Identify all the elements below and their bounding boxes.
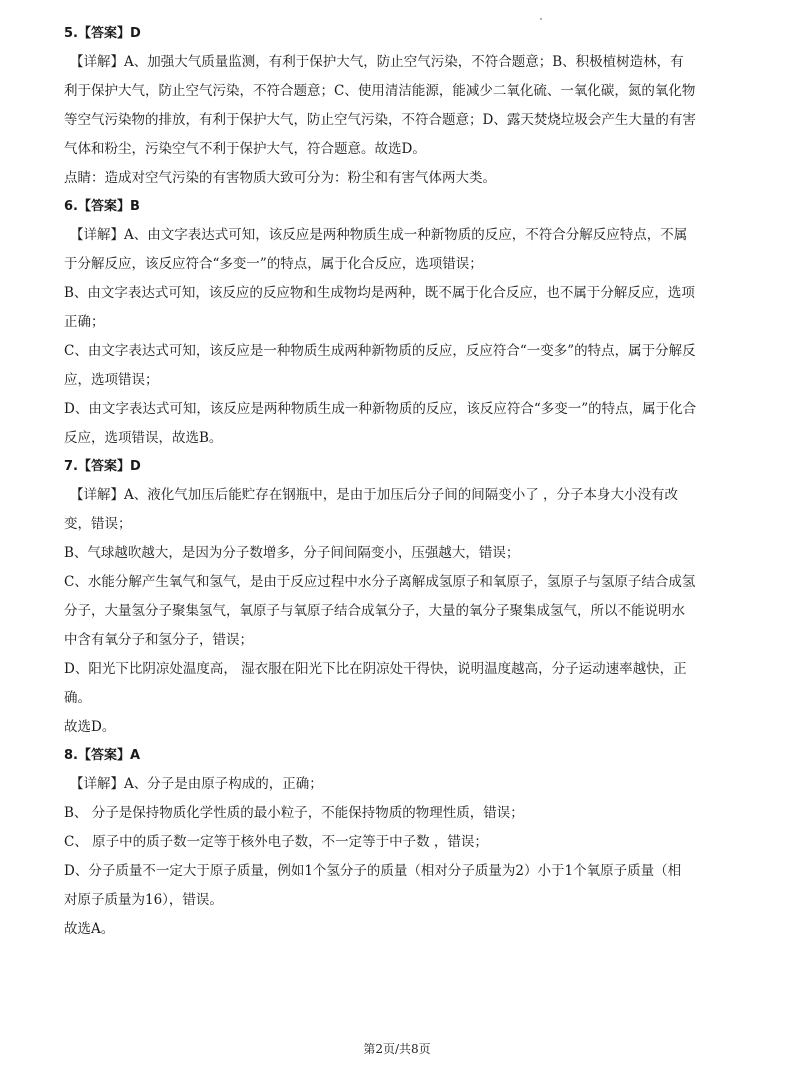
explanation-line: 【详解】A、液化气加压后能贮存在钢瓶中，是由于加压后分子间的间隔变小了 ，分子本身大小没有改 [70,487,679,503]
explanation-line: 确。 [64,690,91,706]
explanation-line: B、 分子是保持物质化学性质的最小粒子，不能保持物质的物理性质，错误； [64,805,524,821]
explanation-line: 故选A。 [64,921,115,937]
answer-section-6 [64,197,732,448]
explanation-line: 【详解】A、分子是由原子构成的，正确； [70,776,323,792]
explanation-line: 等空气污染物的排放，有利于保护大气，防止空气污染，不符合题意；D、露天焚烧垃圾会产生大量的有害 [64,112,696,128]
explanation-line: C、水能分解产生氧气和氢气，是由于反应过程中水分子离解成氢原子和氧原子，氢原子与氢原子结合成氢 [64,574,696,590]
explanation-line: B、气球越吹越大，是因为分子数增多，分子间间隔变小，压强越大，错误； [64,545,520,561]
answer-header: 7.【答案】D [64,459,141,474]
explanation-line: 点睛：造成对空气污染的有害物质大致可分为：粉尘和有害气体两大类。 [64,170,496,186]
explanation-line: 气体和粉尘，污染空气不利于保护大气，符合题意。故选D。 [64,141,426,157]
explanation-line: D、分子质量不一定大于原子质量，例如1个氢分子的质量（相对分子质量为2）小于1个氧原子质量（相 [64,863,682,879]
answer-header: 5.【答案】D [64,26,141,41]
answer-header: 6.【答案】B [64,199,140,214]
explanation-line: 利于保护大气，防止空气污染，不符合题意；C、使用清洁能源，能减少二氧化硫、一氧化碳，氮的氧化物 [64,83,696,99]
explanation-line: D、阳光下比阴凉处温度高， 湿衣服在阳光下比在阴凉处干得快，说明温度越高，分子运动速率越快，正 [64,661,687,677]
explanation-line: 对原子质量为16），错误。 [64,892,223,908]
answer-header: 8.【答案】A [64,748,141,763]
answer-section-8 [64,746,732,939]
explanation-line: 故选D。 [64,719,116,735]
explanation-line: 应，选项错误； [64,372,159,388]
explanation-line: 【详解】A、由文字表达式可知，该反应是两种物质生成一种新物质的反应，不符合分解反应特点，不属 [70,227,688,243]
explanation-line: B、由文字表达式可知，该反应的反应物和生成物均是两种，既不属于化合反应，也不属于分解反应，选项 [64,285,695,301]
explanation-line: D、由文字表达式可知，该反应是两种物质生成一种新物质的反应，该反应符合“多变一”的特点，属于化合 [64,401,697,417]
explanation-line: 反应，选项错误，故选B。 [64,430,223,446]
explanation-line: 分子，大量氢分子聚集氢气，氧原子与氧原子结合成氧分子，大量的氧分子聚集成氢气，所以不能说明水 [64,603,685,619]
explanation-line: 于分解反应，该反应符合“多变一”的特点，属于化合反应，选项错误； [64,256,483,272]
explanation-line: 中含有氧分子和氢分子，错误； [64,632,253,648]
explanation-line: 正确； [64,314,105,330]
explanation-line: C、由文字表达式可知，该反应是一种物质生成两种新物质的反应，反应符合“一变多”的特点，属于分解反 [64,343,696,359]
explanation-line: C、 原子中的质子数一定等于核外电子数，不一定等于中子数 ，错误； [64,834,488,850]
page-number-footer: 第2页/共8页 [363,1042,431,1056]
explanation-line: 【详解】A、加强大气质量监测，有利于保护大气，防止空气污染，不符合题意；B、积极植树造林，有 [70,54,684,70]
explanation-line: 变，错误； [64,516,132,532]
answer-section-5 [64,24,732,188]
page-content [64,20,732,948]
answer-section-7 [64,457,732,737]
